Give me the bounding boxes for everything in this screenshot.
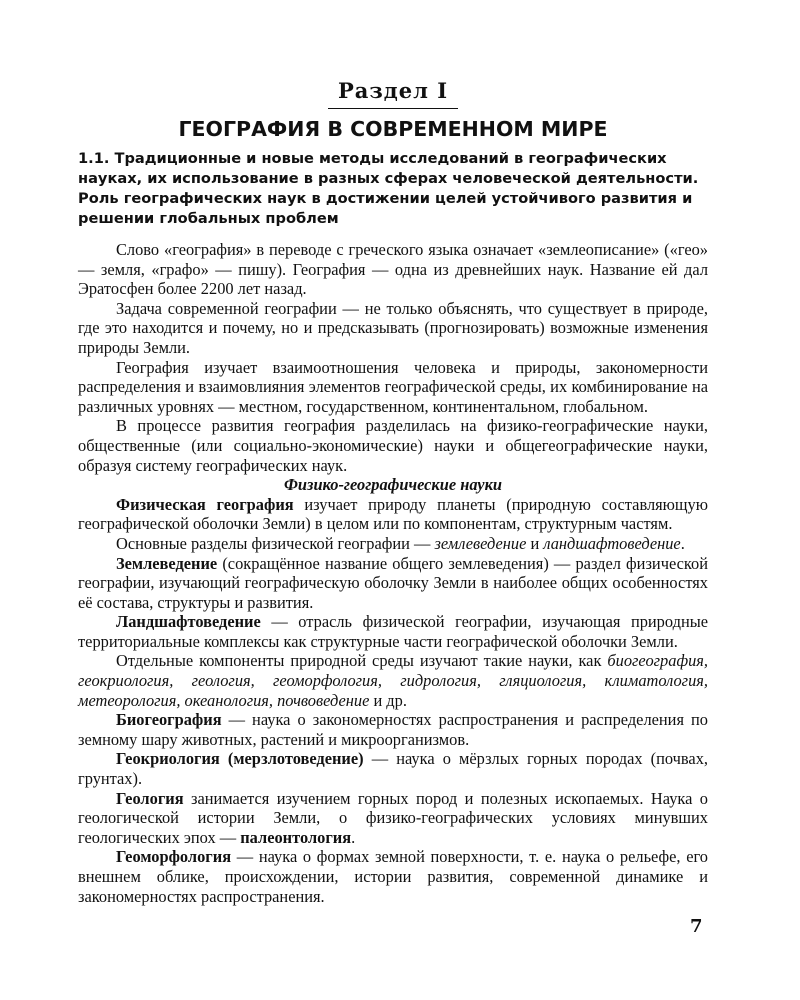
paragraph [78,651,708,710]
term: Ландшафтоведение [116,612,261,632]
paragraph-text: — отрасль физической географии, изучающая природные территориальные комплексы как структурные части географической оболочки Земли. [78,612,708,651]
term: Геоморфология [116,847,232,867]
paragraph-text: . [351,827,356,847]
term: Землеведение [116,553,218,573]
paragraph-text: изучает природу планеты (природную составляющую географической оболочки Земли) в целом или по компонентам, структурным частям. [78,494,708,534]
paragraph-text: . [680,533,685,553]
paragraph-text: Отдельные компоненты природной среды изучают такие науки, как [116,651,608,671]
section-label: Раздел I [337,78,449,103]
paragraph-text: занимается изучением горных пород и полезных ископаемых. Наука о геологической истории Земли, о физико-географических условиях минувших геологических эпох — [78,788,708,847]
term: Геокриология (мерзлотоведение) [116,749,364,769]
term: землеведение [434,533,527,553]
paragraph [78,495,708,534]
paragraph-text: и др. [369,690,407,710]
paragraph: Задача современной географии — не только объяснять, что существует в природе, где это находится и почему, но и предсказывать (прогнозировать) возможные изменения природы Земли. [78,298,708,357]
paragraph [78,789,708,848]
page-number: 7 [690,916,703,937]
paragraph [78,554,708,613]
paragraph-text: и [526,533,544,553]
term-list: биогеография, геокриология, геология, геоморфология, гидрология, гляциология, климатология, метеорология, океанология, почвоведение [78,651,708,710]
section-divider [328,108,458,109]
subsection-number: 1.1. [78,150,110,167]
paragraph-text: — наука о формах земной поверхности, т. е. наука о рельефе, его внешнем облике, происхождении, истории развития, современной динамике и закономерностях распространения. [78,847,708,906]
paragraph-text: Основные разделы физической географии — [116,533,435,553]
inline-heading: Физико-географические науки [284,475,502,495]
term: палеонтология [240,827,352,847]
book-page [78,0,708,1000]
subsection-title: Традиционные и новые методы исследований в географических науках, их использование в разных сферах человеческой деятельности. Роль географических наук в достижении целей устойчивого развития и решении глобальных проблем [78,150,699,227]
paragraph: В процессе развития география разделилась на физико-географические науки, общественные (или социально-экономические) науки и общегеографические науки, образуя систему географических наук. [78,416,708,475]
paragraph-text: (сокращённое название общего землеведения) — раздел физической географии, изучающий географическую оболочку Земли в наиболее общих особенностях её состава, структуры и развития. [78,553,708,612]
page-title: ГЕОГРАФИЯ В СОВРЕМЕННОМ МИРЕ [178,117,608,141]
paragraph-text: — наука о мёрзлых горных породах (почвах, грунтах). [78,749,708,789]
body-text [78,240,708,906]
term: Биогеография [116,710,222,730]
paragraph [78,749,708,788]
paragraph [78,612,708,651]
paragraph [78,847,708,906]
paragraph-text: — наука о закономерностях распространения и распределения по земному шару животных, растений и микроорганизмов. [78,710,708,749]
term: Физическая география [116,494,294,514]
subsection-heading [78,149,708,229]
paragraph: Слово «география» в переводе с греческого языка означает «землеописание» («гео» — земля, «графо» — пишу). География — одна из древнейших наук. Название ей дал Эратосфен более 2200 лет назад. [78,240,708,299]
paragraph [78,710,708,749]
paragraph: География изучает взаимоотношения человека и природы, закономерности распределения и взаимовлияния элементов географической среды, их комбинирование на различных уровнях — местном, государственном, континентальном, глобальном. [78,357,708,416]
term: ландшафтоведение [543,533,681,553]
paragraph [78,534,708,554]
term: Геология [116,788,184,808]
